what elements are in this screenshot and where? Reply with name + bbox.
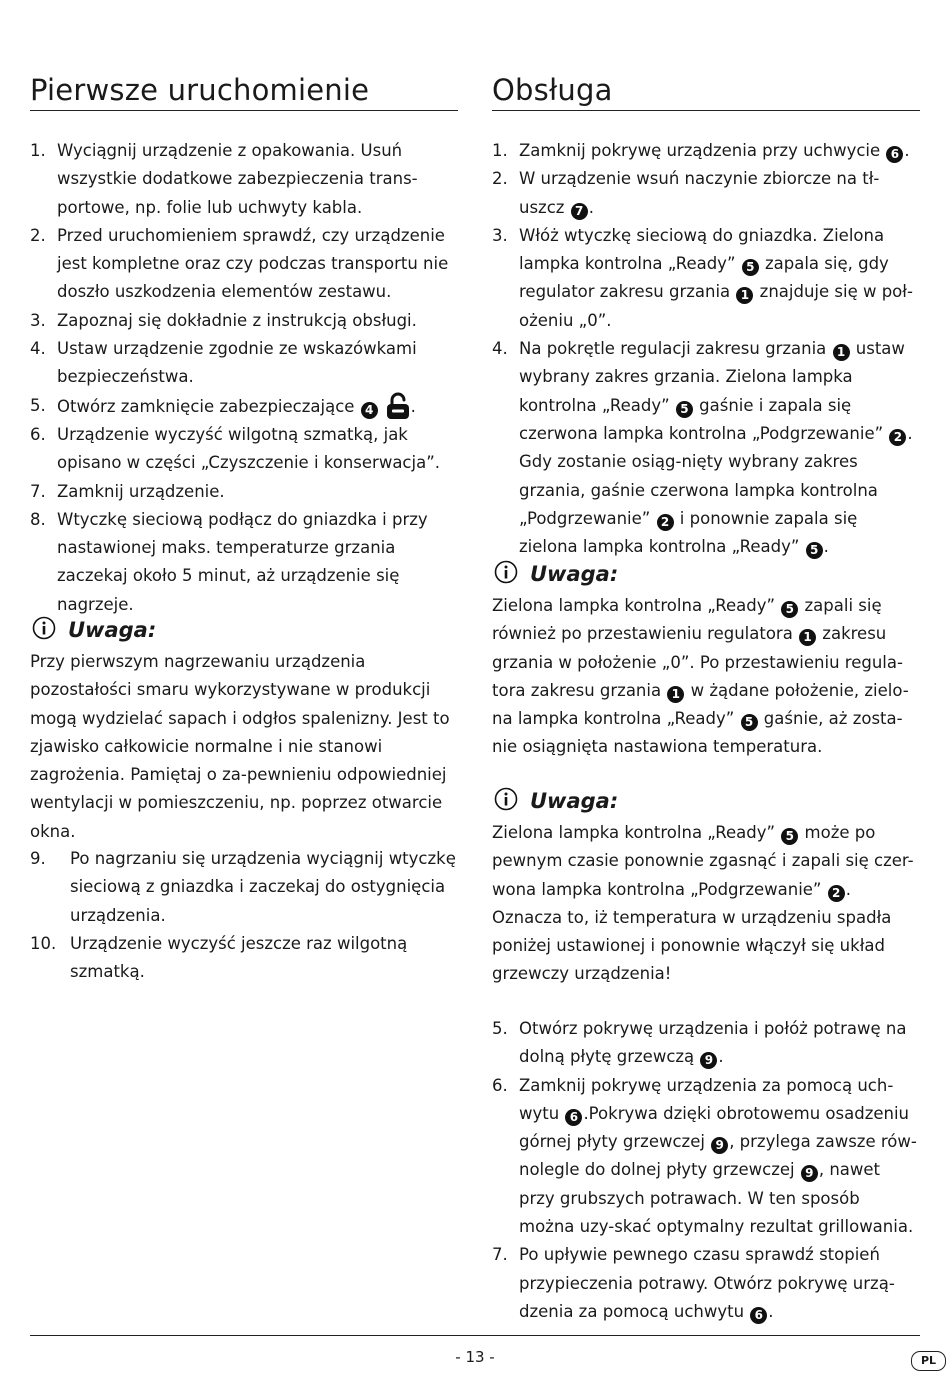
section-title-operation: Obsługa xyxy=(492,73,613,107)
callout-number-badge: 5 xyxy=(741,714,758,731)
list-text: Po nagrzaniu się urządzenia wyciągnij wtyczkę sieciową z gniazdka i zaczekaj do ostygnięcia urządzenia. xyxy=(70,849,456,925)
callout-number-badge: 9 xyxy=(711,1137,728,1154)
footer-rule xyxy=(30,1335,920,1336)
list-item xyxy=(30,307,458,335)
list-item xyxy=(30,421,458,478)
callout-number-badge: 6 xyxy=(886,146,903,163)
first-use-steps xyxy=(30,137,458,619)
callout-number-badge: 5 xyxy=(781,601,798,618)
list-text: Po upływie pewnego czasu sprawdź stopień przypieczenia potrawy. Otwórz pokrywę urzą-dzenia za pomocą uchwytu 6 . xyxy=(519,1245,895,1322)
list-number: 1. xyxy=(30,141,46,160)
callout-number-badge: 9 xyxy=(801,1165,818,1182)
list-number: 4. xyxy=(30,339,46,359)
callout-number-badge: 1 xyxy=(833,344,850,361)
list-text: Ustaw urządzenie zgodnie ze wskazówkami bezpieczeństwa. xyxy=(57,339,417,387)
list-text: Urządzenie wyczyść wilgotną szmatką, jak opisano w części „Czyszczenie i konserwacja”. xyxy=(57,424,440,473)
list-text: Zamknij pokrywę urządzenia za pomocą uch-wytu 6 .Pokrywa dzięki obrotowemu osadzeniu górnej płyty grzewczej 9 , przylega zawsze rów-nolegle do dolnej płyty grzewczej 9 , nawet przy grubszych potrawach. W ten sposób można uzy-skać optymalny rezultat grillowania. xyxy=(519,1075,917,1237)
title-rule xyxy=(30,110,458,111)
list-number: 5. xyxy=(492,1019,508,1038)
note-body: Zielona lampka kontrolna „Ready” 5 zapali się również po przestawieniu regulatora 1 zakresu grzania w położenie „0”. Po przestawieniu regula-tora zakresu grzania 1 w żądane położenie, zielo-na lampka kontrolna „Ready” 5 gaśnie, aż zosta-nie osiągnięta nastawiona temperatura. xyxy=(492,596,909,757)
list-number: 7. xyxy=(492,1245,508,1265)
lock-open-icon xyxy=(385,392,411,420)
list-number: 6. xyxy=(30,424,46,444)
list-number: 3. xyxy=(492,225,508,245)
list-item xyxy=(492,165,920,222)
list-item xyxy=(492,1241,920,1326)
operation-steps xyxy=(492,137,920,561)
callout-number-badge: 4 xyxy=(361,402,378,419)
list-item xyxy=(492,335,920,561)
callout-number-badge: 2 xyxy=(657,514,674,531)
note-first-use xyxy=(30,612,458,846)
list-number: 8. xyxy=(30,509,46,529)
callout-number-badge: 1 xyxy=(736,287,753,304)
section-title-first-use: Pierwsze uruchomienie xyxy=(30,73,370,107)
info-icon xyxy=(32,616,56,640)
list-number: 5. xyxy=(30,395,46,415)
list-text: Przed uruchomieniem sprawdź, czy urządzenie jest kompletne oraz czy podczas transportu nie doszło uszkodzenia elementów zestawu. xyxy=(57,225,449,302)
page-number: - 13 - xyxy=(455,1348,495,1366)
note-heading: Uwaga: xyxy=(530,562,619,586)
callout-number-badge: 5 xyxy=(781,828,798,845)
callout-number-badge: 5 xyxy=(676,401,693,418)
callout-number-badge: 1 xyxy=(799,629,816,646)
list-number: 4. xyxy=(492,339,508,359)
note-body: Przy pierwszym nagrzewaniu urządzenia pozostałości smaru wykorzystywane w produkcji mogą wydzielać sapach i odgłos spalenizny. Jest to zjawisko całkowicie normalne i nie stanowi zagrożenia. Pamiętaj o za-pewnieniu odpowiedniej wentylacji w pomieszczeniu, np. poprzez otwarcie okna. xyxy=(30,652,450,841)
list-number: 3. xyxy=(30,310,46,330)
list-item xyxy=(492,137,920,165)
list-number: 2. xyxy=(492,169,508,189)
list-item xyxy=(30,478,458,506)
callout-number-badge: 1 xyxy=(667,686,684,703)
note-heading: Uwaga: xyxy=(530,789,619,813)
list-text: Zapoznaj się dokładnie z instrukcją obsługi. xyxy=(57,310,417,330)
list-item xyxy=(492,222,920,335)
list-item xyxy=(492,1072,920,1242)
list-item xyxy=(30,335,458,392)
list-text: Wyciągnij urządzenie z opakowania. Usuń wszystkie dodatkowe zabezpieczenia trans-portowe, np. folie lub uchwyty kabla. xyxy=(57,141,418,217)
list-item xyxy=(30,506,458,619)
callout-number-badge: 9 xyxy=(700,1052,717,1069)
list-item xyxy=(30,845,458,930)
note-heading: Uwaga: xyxy=(68,618,157,642)
note-operation-1 xyxy=(492,556,920,762)
info-icon xyxy=(494,787,518,811)
first-use-steps-continued xyxy=(30,845,458,986)
list-number: 10. xyxy=(30,933,57,953)
list-text: Otwórz pokrywę urządzenia i połóż potrawę na dolną płytę grzewczą 9 . xyxy=(519,1019,907,1068)
list-text: Urządzenie wyczyść jeszcze raz wilgotną szmatką. xyxy=(70,933,408,982)
list-number: 2. xyxy=(30,225,46,245)
title-rule xyxy=(492,110,920,111)
note-body: Zielona lampka kontrolna „Ready” 5 może po pewnym czasie ponownie zgasnąć i zapali się czer-wona lampka kontrolna „Podgrzewanie” 2 . Oznacza to, iż temperatura w urządzeniu spadła poniżej ustawionej i ponownie włączył się układ grzewczy urządzenia! xyxy=(492,823,914,984)
callout-number-badge: 6 xyxy=(750,1307,767,1324)
list-number: 7. xyxy=(30,481,46,501)
list-number: 9. xyxy=(30,849,46,868)
callout-number-badge: 2 xyxy=(828,885,845,902)
callout-number-badge: 5 xyxy=(806,542,823,559)
callout-number-badge: 7 xyxy=(571,203,588,220)
info-icon xyxy=(494,560,518,584)
list-item xyxy=(30,137,458,222)
list-number: 6. xyxy=(492,1075,508,1095)
language-badge: PL xyxy=(911,1351,946,1371)
list-text: Wtyczkę sieciową podłącz do gniazdka i przy nastawionej maks. temperaturze grzania zaczekaj około 5 minut, aż urządzenie się nagrzeje. xyxy=(57,509,428,614)
callout-number-badge: 6 xyxy=(565,1109,582,1126)
list-text: W urządzenie wsuń naczynie zbiorcze na tł-uszcz 7 . xyxy=(519,169,880,218)
list-text: Zamknij pokrywę urządzenia przy uchwycie 6 . xyxy=(519,141,910,161)
callout-number-badge: 5 xyxy=(742,259,759,276)
list-item xyxy=(492,1015,920,1072)
callout-number-badge: 2 xyxy=(889,429,906,446)
list-text: Na pokrętle regulacji zakresu grzania 1 ustaw wybrany zakres grzania. Zielona lampka kontrolna „Ready” 5 gaśnie i zapala się czerwona lampka kontrolna „Podgrzewanie” 2 . Gdy zostanie osiąg-nięty wybrany zakres grzania, gaśnie czerwona lampka kontrolna „Podgrzewanie” 2 i ponownie zapala się zielona lampka kontrolna „Ready” 5 . xyxy=(519,339,913,558)
operation-steps-continued xyxy=(492,1015,920,1326)
list-item xyxy=(30,222,458,307)
list-item xyxy=(30,930,458,987)
list-text: Zamknij urządzenie. xyxy=(57,481,225,501)
list-text: Otwórz zamknięcie zabezpieczające 4 . xyxy=(57,397,416,416)
list-item xyxy=(30,392,458,421)
list-text: Włóż wtyczkę sieciową do gniazdka. Zielona lampka kontrolna „Ready” 5 zapala się, gdy regulator zakresu grzania 1 znajduje się w poł-ożeniu „0”. xyxy=(519,225,913,330)
note-operation-2 xyxy=(492,783,920,989)
list-number: 1. xyxy=(492,141,508,160)
